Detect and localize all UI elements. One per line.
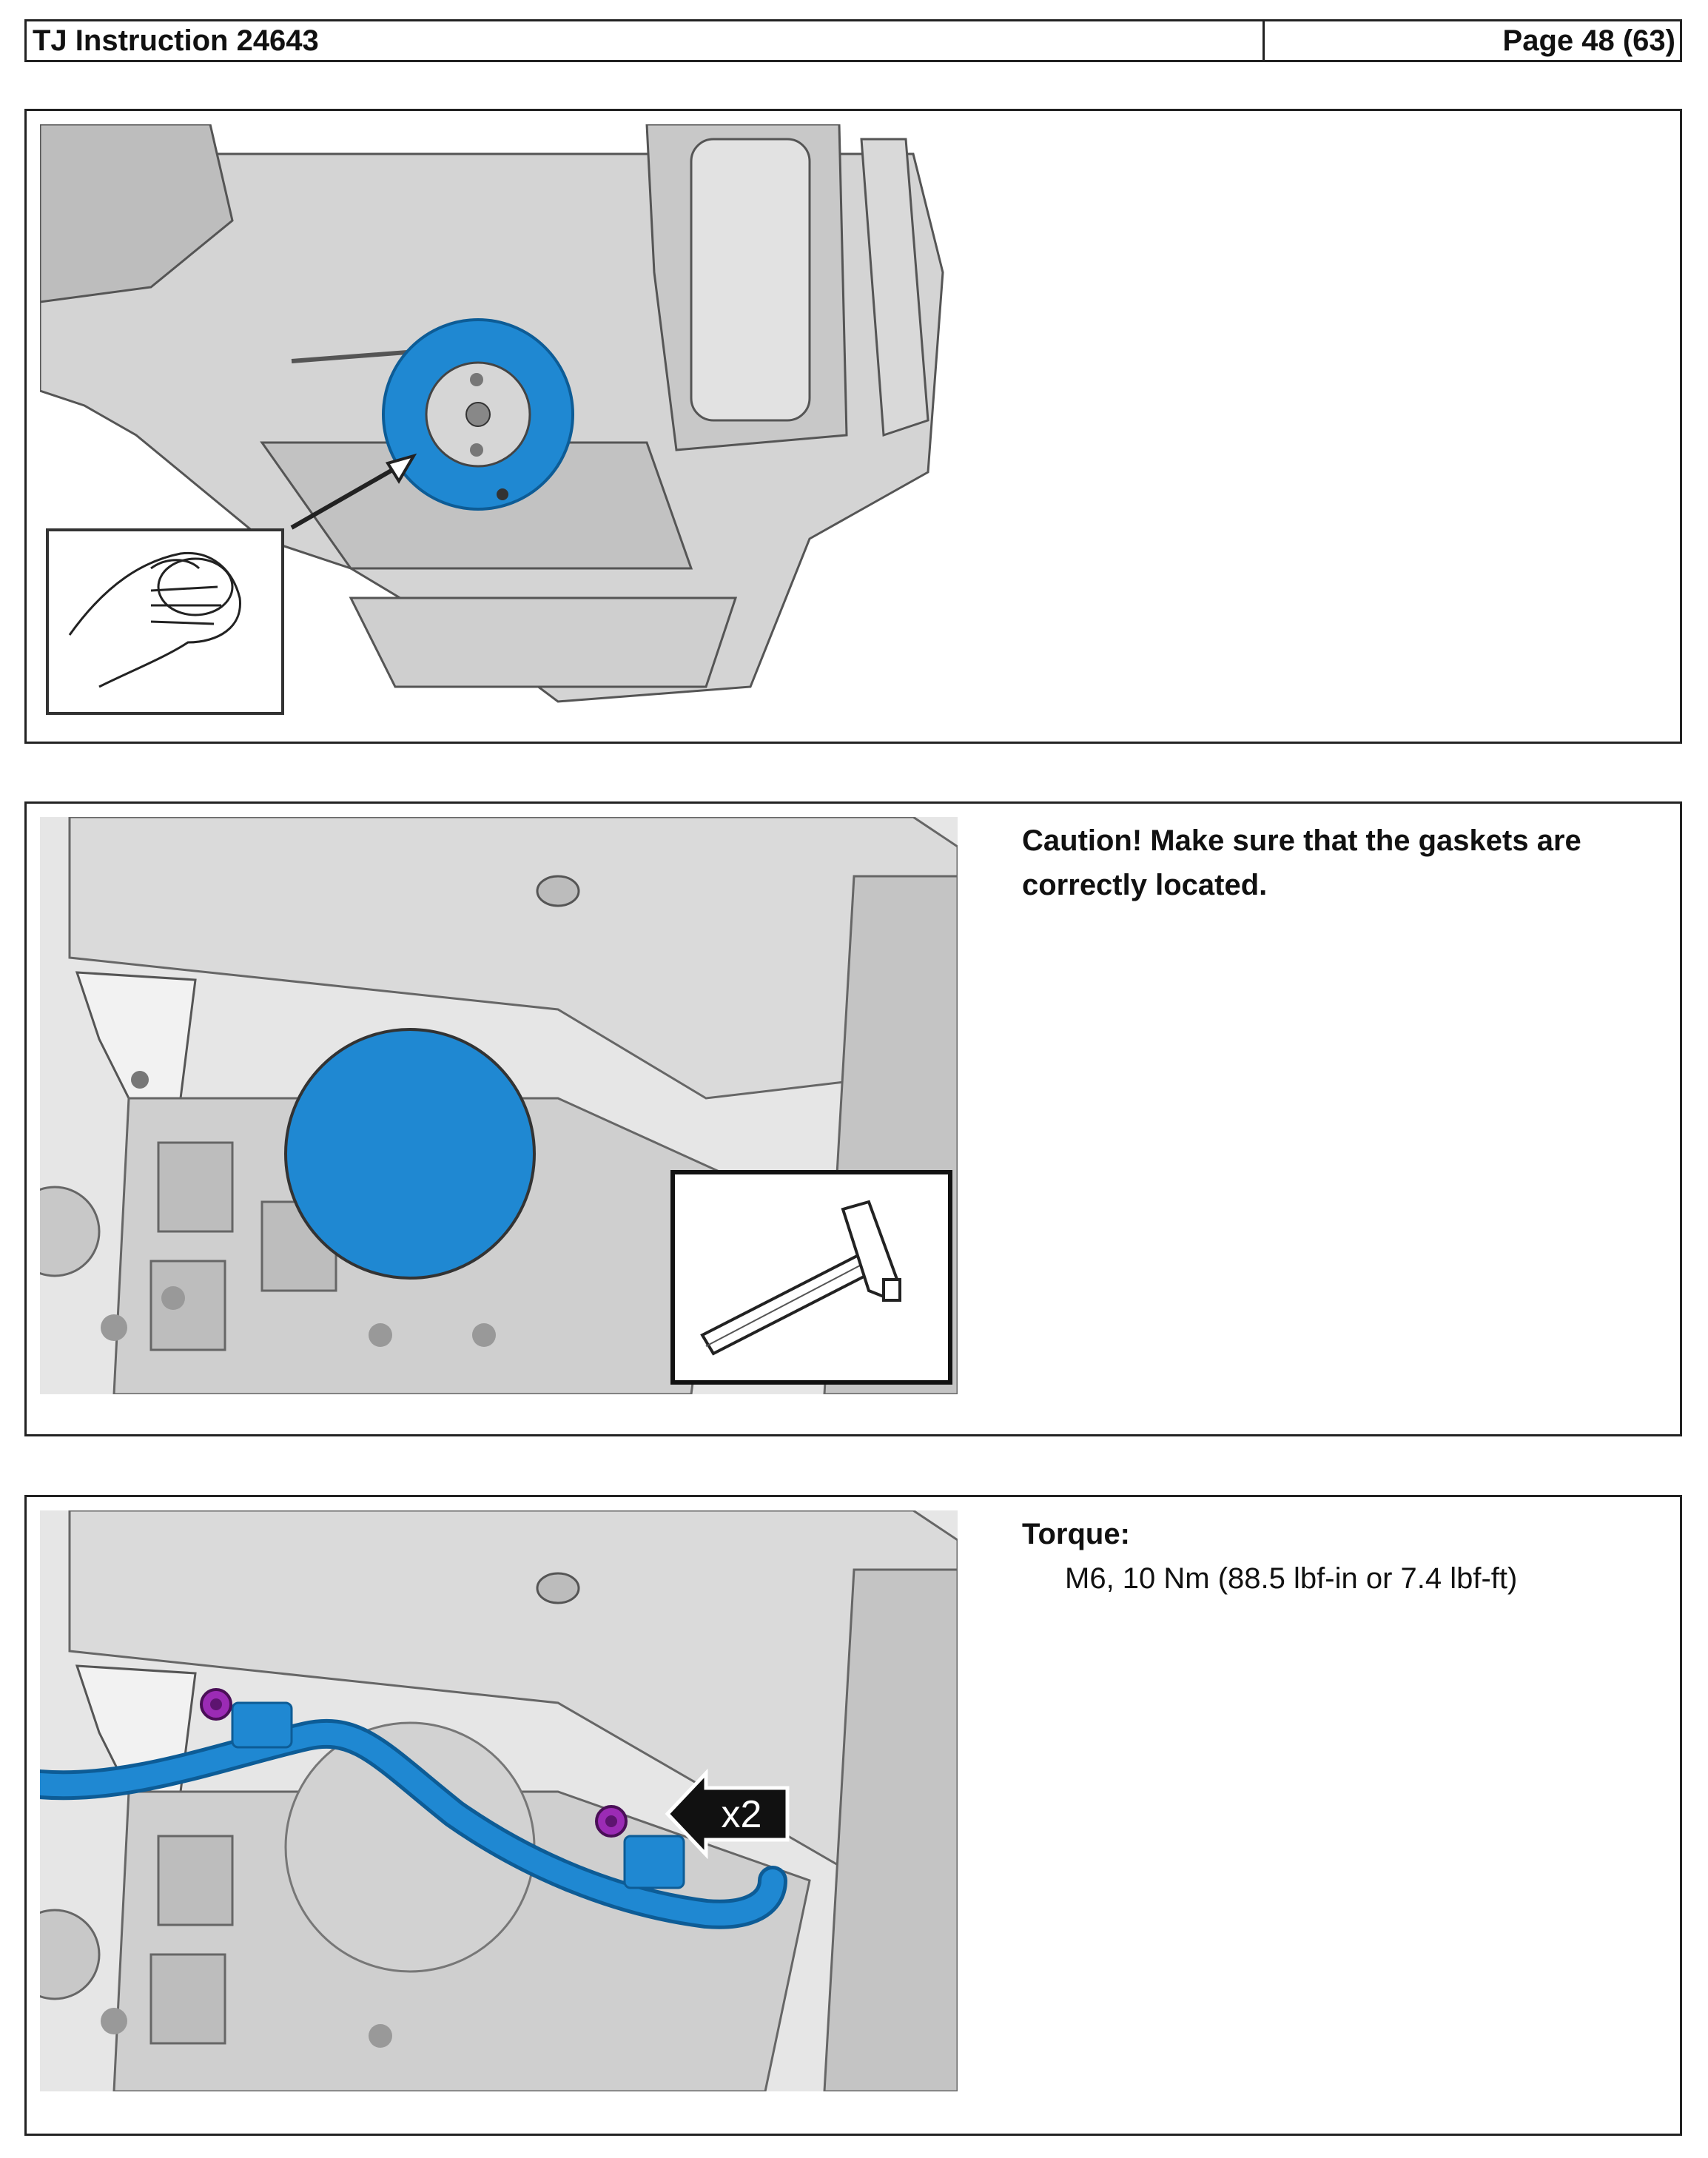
figure-engine-front-seal bbox=[40, 124, 958, 722]
page-header bbox=[24, 19, 1682, 62]
engine-illustration bbox=[40, 124, 958, 722]
figure-engine-pipe-bracket bbox=[40, 1510, 958, 2091]
step-3-text bbox=[1022, 1512, 1658, 1601]
torque-spec: M6, 10 Nm (88.5 lbf-in or 7.4 lbf-ft) bbox=[1065, 1562, 1518, 1595]
engine-illustration bbox=[40, 1510, 958, 2091]
engine-illustration bbox=[40, 817, 958, 1394]
torque-title: Torque: bbox=[1022, 1518, 1130, 1550]
figure-engine-seal-cover bbox=[40, 817, 958, 1394]
step-panel-3 bbox=[24, 1495, 1682, 2136]
document-title: TJ Instruction 24643 bbox=[27, 21, 1265, 60]
step-panel-2 bbox=[24, 801, 1682, 1436]
callout-count: x2 bbox=[721, 1793, 762, 1836]
step-panel-1 bbox=[24, 109, 1682, 744]
page-number: Page 48 (63) bbox=[1502, 24, 1675, 57]
seal-cover-highlight bbox=[286, 1029, 534, 1278]
caution-note: Caution! Make sure that the gaskets are correctly located. bbox=[1022, 824, 1581, 901]
step-2-text bbox=[1022, 819, 1658, 907]
